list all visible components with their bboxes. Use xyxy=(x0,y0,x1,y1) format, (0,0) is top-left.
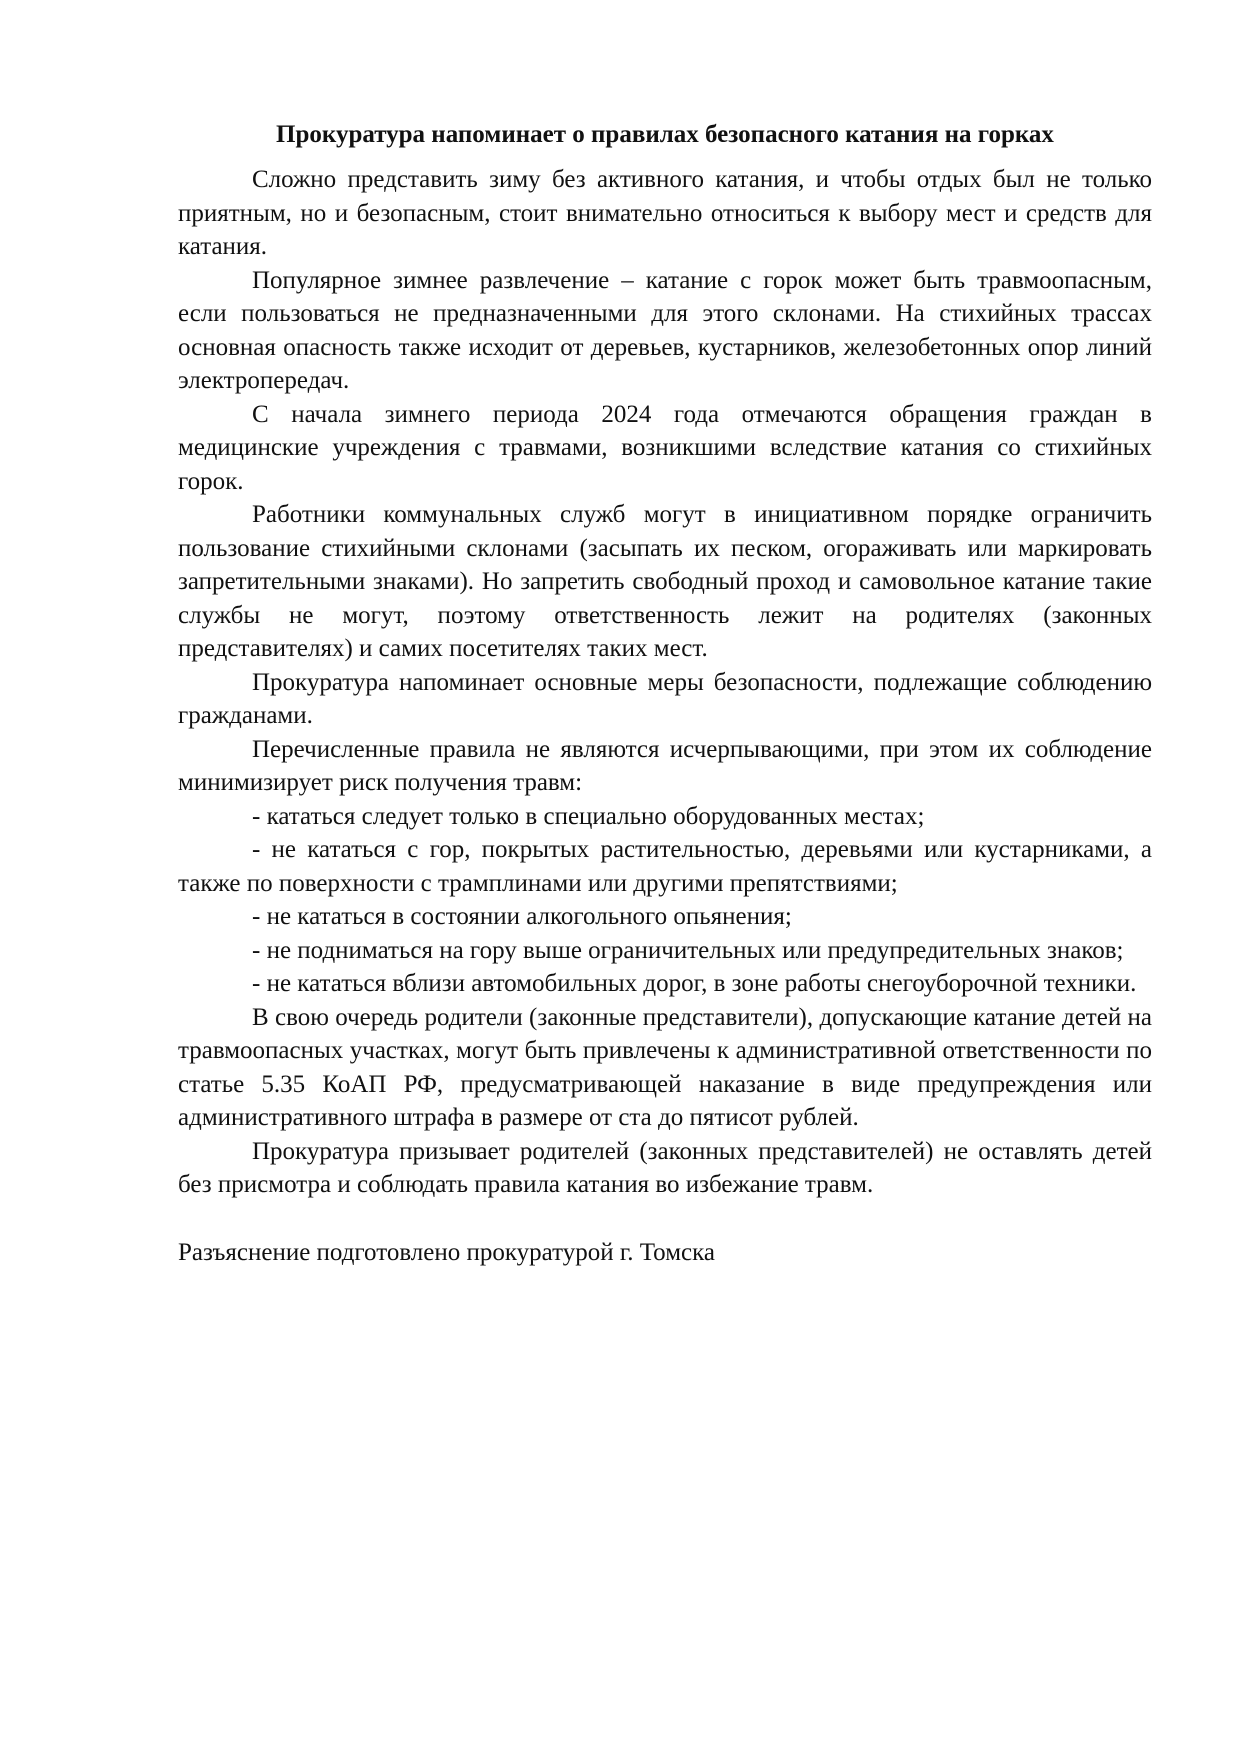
paragraph-intro: Сложно представить зиму без активного катания, и чтобы отдых был не только приятным, но и безопасным, стоит внимательно относиться к выбору мест и средств для катания. xyxy=(178,166,1152,260)
rule-item: - не кататься вблизи автомобильных дорог, в зоне работы снегоуборочной техники. xyxy=(252,970,1137,997)
document-title: Прокуратура напоминает о правилах безопасного катания на горках xyxy=(276,121,1054,148)
paragraph-rules-intro: Перечисленные правила не являются исчерпывающими, при этом их соблюдение минимизирует риск получения травм: xyxy=(178,735,1152,796)
rule-item: - не подниматься на гору выше ограничительных или предупредительных знаков; xyxy=(252,936,1124,964)
paragraph-injuries: С начала зимнего периода 2024 года отмечаются обращения граждан в медицинские учреждения с травмами, возникшими вследствие катания со стихийных горок. xyxy=(178,400,1152,495)
document-signature: Разъяснение подготовлено прокуратурой г. Томска xyxy=(178,1238,715,1266)
rule-item: - не кататься с гор, покрытых растительностью, деревьями или кустарниками, а также по поверхности с трамплинами или другими препятствиями; xyxy=(178,836,1152,897)
spacer xyxy=(178,1202,1152,1236)
paragraph-liability: В свою очередь родители (законные представители), допускающие катание детей на травмоопасных участках, могут быть привлечены к административной ответственности по статье 5.35 КоАП РФ, предусматривающей наказание в виде предупреждения или административного штрафа в размере от ста до пятисот рублей. xyxy=(178,1003,1152,1131)
rule-item: - кататься следует только в специально оборудованных местах; xyxy=(252,802,925,830)
paragraph-appeal: Прокуратура призывает родителей (законных представителей) не оставлять детей без присмотра и соблюдать правила катания во избежание травм. xyxy=(178,1137,1152,1198)
rule-item: - не кататься в состоянии алкогольного опьянения; xyxy=(252,903,792,930)
document-body xyxy=(178,118,1152,1269)
paragraph-utilities: Работники коммунальных служб могут в инициативном порядке ограничить пользование стихийными склонами (засыпать их песком, огораживать или маркировать запретительными знаками). Но запретить свободный проход и самовольное катание такие службы не могут, поэтому ответственность лежит на родителях (законных представителях) и самих посетителях таких мест. xyxy=(178,501,1152,662)
paragraph-danger: Популярное зимнее развлечение – катание с горок может быть травмоопасным, если пользоваться не предназначенными для этого склонами. На стихийных трассах основная опасность также исходит от деревьев, кустарников, железобетонных опор линий электропередач. xyxy=(178,266,1152,394)
paragraph-safety-measures: Прокуратура напоминает основные меры безопасности, подлежащие соблюдению гражданами. xyxy=(178,668,1152,729)
